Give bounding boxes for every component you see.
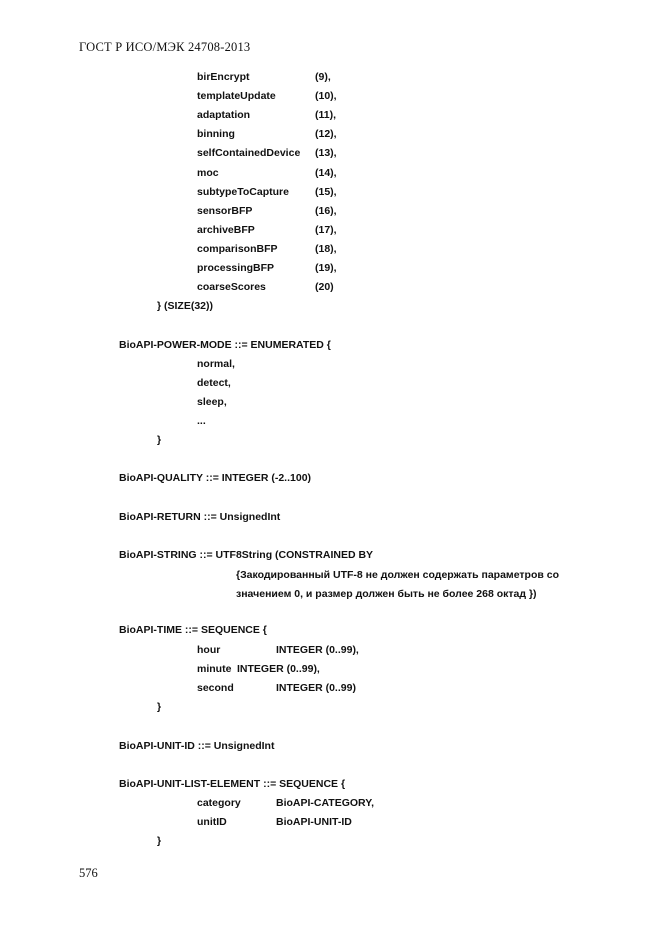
time-decl: BioAPI-TIME ::= SEQUENCE { [119, 624, 267, 636]
power-mode-item: normal, [197, 358, 235, 370]
power-mode-item: sleep, [197, 396, 227, 408]
bit-value: (17), [315, 224, 337, 236]
bit-value: (13), [315, 147, 337, 159]
time-field-name: hour [197, 644, 221, 656]
unit-list-field-name: unitID [197, 816, 227, 828]
time-close: } [157, 701, 162, 713]
time-field-type: INTEGER (0..99), [276, 644, 359, 656]
time-field-name: minute [197, 663, 232, 675]
string-constraint-line: значением 0, и размер должен быть не более 268 октад }) [236, 588, 537, 600]
bit-name: archiveBFP [197, 224, 255, 236]
page-number: 576 [79, 866, 98, 880]
bit-value: (20) [315, 281, 334, 293]
power-mode-item: detect, [197, 377, 231, 389]
time-field-name: second [197, 682, 234, 694]
unit-list-field-type: BioAPI-CATEGORY, [276, 797, 375, 809]
quality-decl: BioAPI-QUALITY ::= INTEGER (-2..100) [119, 472, 312, 484]
bit-name: moc [197, 167, 219, 179]
bit-name: adaptation [197, 109, 251, 121]
bit-value: (9), [315, 71, 331, 83]
return-decl: BioAPI-RETURN ::= UnsignedInt [119, 511, 281, 523]
bit-value: (18), [315, 243, 337, 255]
time-field-type: INTEGER (0..99), [237, 663, 320, 675]
bit-name: templateUpdate [197, 90, 276, 102]
bit-name: coarseScores [197, 281, 266, 293]
time-field-type: INTEGER (0..99) [276, 682, 356, 694]
bit-name: selfContainedDevice [197, 147, 301, 159]
bit-name: binning [197, 128, 235, 140]
bit-name: comparisonBFP [197, 243, 278, 255]
bit-value: (14), [315, 167, 337, 179]
unit-id-decl: BioAPI-UNIT-ID ::= UnsignedInt [119, 740, 275, 752]
bit-value: (11), [315, 109, 337, 121]
power-mode-decl: BioAPI-POWER-MODE ::= ENUMERATED { [119, 339, 331, 351]
document-header: ГОСТ Р ИСО/МЭК 24708-2013 [79, 40, 251, 54]
bit-value: (10), [315, 90, 337, 102]
bit-name: sensorBFP [197, 205, 253, 217]
unit-list-decl: BioAPI-UNIT-LIST-ELEMENT ::= SEQUENCE { [119, 778, 346, 790]
bit-name: processingBFP [197, 262, 275, 274]
string-constraint-line: {Закодированный UTF-8 не должен содержать параметров со [236, 569, 559, 581]
bit-value: (15), [315, 186, 337, 198]
bit-value: (19), [315, 262, 337, 274]
power-mode-item: ... [197, 415, 206, 427]
bit-value: (12), [315, 128, 337, 140]
bitstring-close: } (SIZE(32)) [157, 300, 214, 312]
unit-list-close: } [157, 835, 162, 847]
bit-name: birEncrypt [197, 71, 250, 83]
bit-name: subtypeToCapture [197, 186, 289, 198]
unit-list-field-name: category [197, 797, 241, 809]
power-mode-close: } [157, 434, 162, 446]
unit-list-field-type: BioAPI-UNIT-ID [276, 816, 352, 828]
string-decl: BioAPI-STRING ::= UTF8String (CONSTRAINED BY [119, 549, 374, 561]
bit-value: (16), [315, 205, 337, 217]
